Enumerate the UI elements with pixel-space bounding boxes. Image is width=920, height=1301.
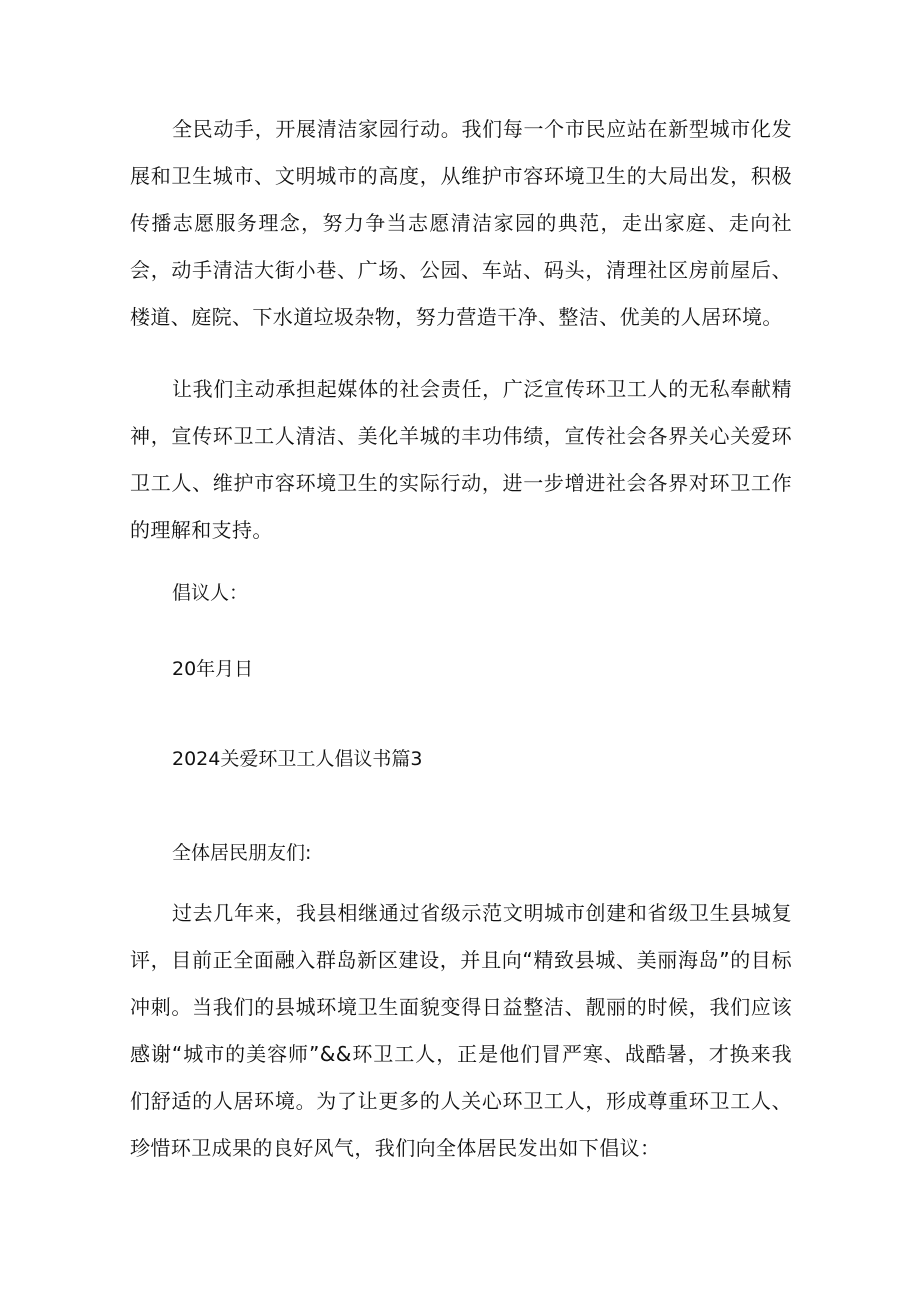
salutation: 全体居民朋友们: (172, 842, 312, 864)
paragraph-initiative-intro: 过去几年来，我县相继通过省级示范文明城市创建和省级卫生县城复评，目前正全面融入群岛新区建设，并且向“精致县城、美丽海岛”的目标冲刺。当我们的县城环境卫生面貌变得日益整洁、靓丽的时候，我们应该感谢“城市的美容师”&&环卫工人，正是他们冒严寒、战酷暑，才换来我们舒适的人居环境。为了让更多的人关心环卫工人，形成尊重环卫工人、珍惜环卫成果的良好风气，我们向全体居民发出如下倡议： (130, 901, 792, 1160)
date-line: 20年月日 (172, 658, 254, 680)
initiator-label: 倡议人： (172, 582, 249, 604)
section-title: 2024关爱环卫工人倡议书篇3 (172, 748, 423, 770)
paragraph-media-responsibility: 让我们主动承担起媒体的社会责任，广泛宣传环卫工人的无私奉献精神，宣传环卫工人清洁、美化羊城的丰功伟绩，宣传社会各界关心关爱环卫工人、维护市容环境卫生的实际行动，进一步增进社会各界对环卫工作的理解和支持。 (130, 377, 792, 542)
paragraph-cleaning-action: 全民动手，开展清洁家园行动。我们每一个市民应站在新型城市化发展和卫生城市、文明城市的高度，从维护市容环境卫生的大局出发，积极传播志愿服务理念，努力争当志愿清洁家园的典范，走出家庭、走向社会，动手清洁大街小巷、广场、公园、车站、码头，清理社区房前屋后、楼道、庭院、下水道垃圾杂物，努力营造干净、整洁、优美的人居环境。 (130, 117, 792, 329)
